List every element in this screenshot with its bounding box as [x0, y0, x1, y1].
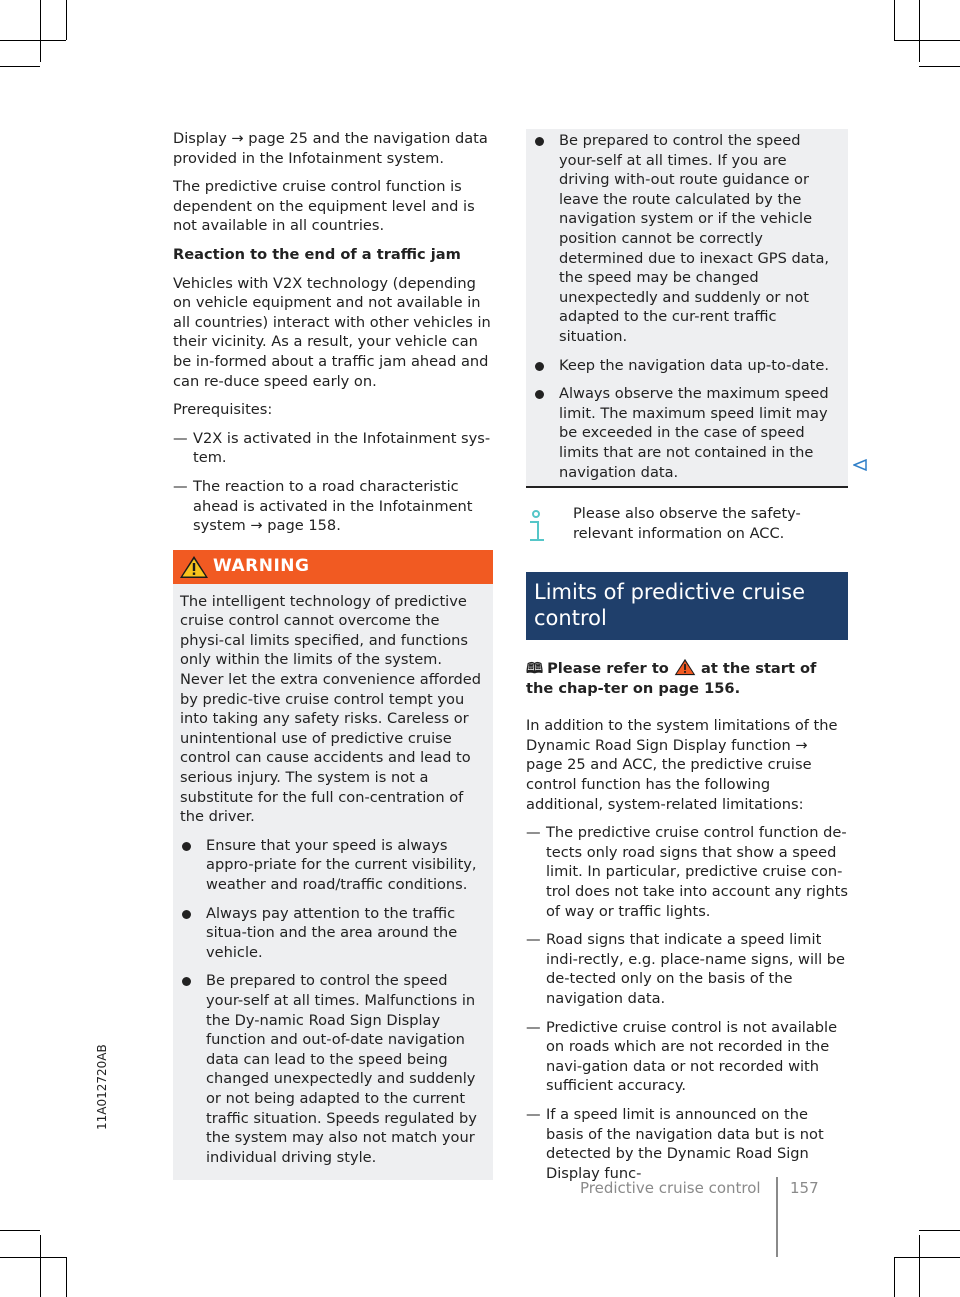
dash-marker: — — [526, 1105, 541, 1123]
list-item: Ensure that your speed is always appro-priate for the current visibility, weather and road/traffic conditions. — [180, 836, 485, 895]
crop-mark — [0, 40, 66, 41]
crop-mark — [0, 1230, 40, 1231]
dash-marker: — — [173, 477, 188, 495]
warning-continuation-box — [526, 129, 848, 488]
dash-marker: — — [526, 931, 541, 949]
bullet — [182, 842, 191, 851]
section-title: Limits of predictive cruise control — [526, 572, 848, 640]
list-item: — If a speed limit is announced on the basis of the navigation data but is not detected by the Dynamic Road Sign Display func- — [526, 1105, 824, 1182]
info-note — [526, 504, 848, 556]
list-item: Be prepared to control the speed your-self at all times. If you are driving with-out route guidance or leave the route calculated by the navigation system or if the vehicle position cannot be correctly determined due to inexact GPS data, the speed may be changed unexpectedly and suddenly or not adapted to the cur-rent traffic situation. — [533, 131, 840, 347]
refer-note: 🕮 Please refer to at the start of the chap-ter on page 156. — [526, 660, 817, 697]
crop-mark — [894, 40, 960, 41]
bullet — [182, 910, 191, 919]
list-item: — Road signs that indicate a speed limit indi-rectly, e.g. place-name signs, will be de-tected only on the basis of the navigation data. — [526, 931, 846, 1007]
subheading: Reaction to the end of a traffic jam — [173, 245, 461, 263]
crop-mark — [894, 0, 895, 40]
crop-mark — [66, 1257, 67, 1297]
warning-header — [173, 550, 493, 584]
warning-text: The intelligent technology of predictive cruise control cannot overcome the physi-cal limits specified, and functions only within the limits of the system. Never let the extra convenience afforded by predic-tive cruise control tempt you into taking any safety risks. Careless or unintentional use of predictive cruise control can cause accidents and lead to serious injury. The system is not a substitute for the full con-centration of the driver. — [180, 592, 481, 826]
warning-triangle-icon — [179, 555, 209, 579]
book-icon: 🕮 — [526, 660, 544, 678]
paragraph: Display → page 25 and the navigation data provided in the Infotainment system. — [173, 130, 488, 167]
list-item: Always pay attention to the traffic situa-tion and the area around the vehicle. — [180, 904, 485, 963]
warning-box — [173, 550, 493, 1181]
crop-mark — [919, 1230, 960, 1231]
list-item: — V2X is activated in the Infotainment sys-tem. — [173, 429, 491, 467]
end-marker-icon — [853, 459, 867, 471]
prerequisites-label: Prerequisites: — [173, 401, 273, 419]
bullet — [535, 137, 544, 146]
warning-triangle-icon — [674, 658, 696, 676]
info-icon — [526, 510, 550, 544]
crop-mark — [919, 1235, 920, 1297]
list-item: Keep the navigation data up-to-date. — [533, 356, 840, 376]
crop-mark — [40, 1235, 41, 1297]
crop-mark — [0, 66, 40, 67]
paragraph: The predictive cruise control function is dependent on the equipment level and is not available in all countries. — [173, 178, 475, 235]
crop-mark — [919, 0, 920, 62]
list-item: — The reaction to a road characteristic ahead is activated in the Infotainment system → page 158. — [173, 477, 473, 535]
list-item: — Predictive cruise control is not available on roads which are not recorded in the navi-gation data or not recorded with sufficient accuracy. — [526, 1018, 838, 1095]
footer-divider — [776, 1177, 778, 1257]
footer-title: Predictive cruise control — [580, 1179, 761, 1197]
crop-mark — [894, 1257, 960, 1258]
warning-title: WARNING — [213, 555, 310, 576]
left-column — [173, 129, 493, 1180]
right-column — [526, 129, 848, 1192]
dash-marker: — — [526, 1018, 541, 1036]
crop-mark — [40, 0, 41, 62]
list-item: Always observe the maximum speed limit. The maximum speed limit may be exceeded in the case of speed limits that are not contained in the navigation data. — [533, 384, 840, 482]
crop-mark — [0, 1257, 66, 1258]
crop-mark — [919, 66, 960, 67]
warning-body — [173, 584, 493, 1181]
bullet — [535, 390, 544, 399]
dash-marker: — — [173, 429, 188, 447]
crop-mark — [66, 0, 67, 40]
info-text: Please also observe the safety-relevant information on ACC. — [573, 505, 801, 542]
paragraph: In addition to the system limitations of the Dynamic Road Sign Display function → page 25 and ACC, the predictive cruise control function has the following additional, system-related limitations: — [526, 717, 838, 813]
paragraph: Vehicles with V2X technology (depending on vehicle equipment and not available in all countries) interact with other vehicles in their vicinity. As a result, your vehicle can be in-formed about a traffic jam ahead and can re-duce speed early on. — [173, 274, 491, 390]
document-code: 11A012720AB — [95, 1044, 109, 1130]
dash-marker: — — [526, 824, 541, 842]
crop-mark — [894, 1257, 895, 1297]
list-item: — The predictive cruise control function de-tects only road signs that show a speed limit. In particular, predictive cruise con-trol does not take into account any rights of way or traffic lights. — [526, 824, 848, 920]
bullet — [535, 362, 544, 371]
page-number: 157 — [790, 1179, 819, 1197]
bullet — [182, 977, 191, 986]
list-item: Be prepared to control the speed your-self at all times. Malfunctions in the Dy-namic Road Sign Display function and out-of-date navigation data can lead to the speed being changed unexpectedly and suddenly or not being adapted to the current traffic situation. Speeds regulated by the system may also not match your individual driving style. — [180, 971, 485, 1167]
